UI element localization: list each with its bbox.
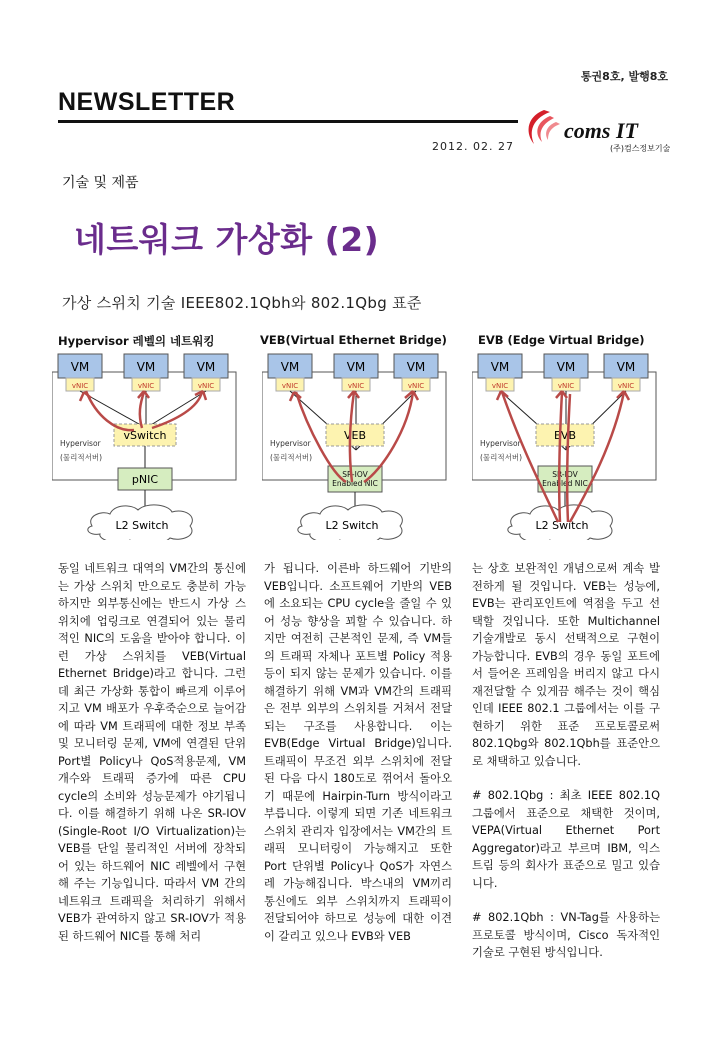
company-logo <box>520 104 670 156</box>
body-column-1 <box>58 560 246 962</box>
diagram-veb <box>262 350 452 540</box>
vm-label: VM <box>556 360 576 374</box>
l2-switch-label: L2 Switch <box>115 519 169 532</box>
logo-text: coms IT <box>564 118 638 143</box>
body-paragraph: # 802.1Qbg : 최초 IEEE 802.1Q 그룹에서 표준으로 채택한 것이며, VEPA(Virtual Ethernet Port Aggregator)라고 부르며 IBM, 익스트림 등의 회사가 표준으로 밀고 있습니다. <box>472 789 660 890</box>
server-label: (물리적서버) <box>60 453 103 462</box>
vnic-label: vNIC <box>71 382 89 390</box>
body-paragraph: 동일 네트워크 대역의 VM간의 통신에는 가상 스위치 만으로도 충분히 가능하지만 외부통신에는 반드시 가상 스위치에 업링크로 연결되어 있는 물리적인 NIC의 도움을 받아야 합니다. 이런 가상 스위치를 VEB(Virtual Ethernet Bridge)라고 합니다. 그런데 최근 가상화 통합이 빠르게 이루어지고 VM 배포가 우후죽순으로 늘어감에 따라 VM 트래픽에 대한 정보 부족 및 모니터링 문제, VM에 연결된 단위 Port별 Policy나 QoS적용문제, VM 개수와 트래픽 증가에 따른 CPU cycle의 소비와 성능문제가 야기됩니다. 이를 해결하기 위해 나온 SR-IOV (Single-Root I/O Virtualization)는 VEB를 단일 물리적인 서버에 장착되어 있는 하드웨어 NIC 레벨에서 구현해 주는 기능입니다. 따라서 VM 간의 네트워크 트래픽을 처리하기 위해서 VEB가 관여하지 않고 SR-IOV가 적용된 하드웨어 NIC를 통해 처리 <box>58 562 246 943</box>
vnic-label: vNIC <box>407 382 425 390</box>
vm-label: VM <box>346 360 366 374</box>
logo-subtext: (주)컴스정보기술 <box>610 144 670 153</box>
body-paragraph: 가 됩니다. 이른바 하드웨어 기반의 VEB입니다. 소프트웨어 기반의 VEB에 소요되는 CPU cycle을 줄일 수 있어 성능 향상을 꾀할 수 있습니다. 하지만 여전히 근본적인 문제, 즉 VM들의 트래픽 자체나 포트별 Policy 적용 등이 되지 않는 문제가 있습니다. 이를 해결하기 위해 VM과 VM간의 트래픽은 전부 외부의 스위치를 거쳐서 전달되는 구조를 사용합니다. 이는 EVB(Edge Virtual Bridge)입니다. 트래픽이 무조건 외부 스위치에 전달된 다음 다시 180도로 꺾어서 돌아오기 때문에 Hairpin-Turn 방식이라고 부릅니다. 이렇게 되면 기존 네트워크 스위치 관리자 입장에서는 VM간의 트래픽 모니터링이 가능해지고 또한 Port 단위별 Policy나 QoS가 자연스레 가능해집니다. 박스내의 VM끼리 통신에도 외부 스위치까지 트래픽이 전달되어야 하므로 성능에 대한 이견이 갈리고 있으나 EVB와 VEB <box>264 562 452 943</box>
vnic-label: vNIC <box>557 382 575 390</box>
issue-number: 통권8호, 발행8호 <box>580 70 668 83</box>
pnic-label: pNIC <box>131 473 159 486</box>
vnic-label: vNIC <box>281 382 299 390</box>
l2-switch-label: L2 Switch <box>325 519 379 532</box>
body-paragraph: # 802.1Qbh : VN-Tag를 사용하는 프로토콜 방식이며, Cisco 독자적인 기술로 구현된 방식입니다. <box>472 911 660 959</box>
vswitch-label: vSwitch <box>123 429 167 442</box>
body-column-3 <box>472 560 660 979</box>
vm-label: VM <box>136 360 156 374</box>
issue-date: 2012. 02. 27 <box>432 140 514 153</box>
diagram-evb <box>472 350 662 540</box>
vnic-label: vNIC <box>347 382 365 390</box>
sriov-nic-label: SR-IOV Enabled NIC <box>542 470 588 488</box>
diagram-hypervisor <box>52 350 242 540</box>
vm-label: VM <box>280 360 300 374</box>
body-paragraph: 는 상호 보완적인 개념으로써 계속 발전하게 될 것입니다. VEB는 성능에, EVB는 관리포인트에 역점을 두고 선택할 것입니다. 또한 Multichannel 기술개발로 동시 선택적으로 구현이 가능합니다. EVB의 경우 동일 포트에서 들어온 프레임을 버리지 않고 다시 재전달할 수 있게끔 해주는 것이 핵심인데 IEEE 802.1 그룹에서는 이를 구현하기 위한 표준 프로토콜로써 802.1Qbg와 802.1Qbh를 표준안으로 채택하고 있습니다. <box>472 562 660 768</box>
server-label: (물리적서버) <box>270 453 313 462</box>
hypervisor-label: Hypervisor <box>270 439 311 448</box>
l2-switch-label: L2 Switch <box>535 519 589 532</box>
vnic-label: vNIC <box>197 382 215 390</box>
diagram-title-hypervisor: Hypervisor 레벨의 네트워킹 <box>58 334 215 348</box>
vm-label: VM <box>196 360 216 374</box>
section-label: 기술 및 제품 <box>62 175 139 191</box>
server-label: (물리적서버) <box>480 453 523 462</box>
body-column-2 <box>264 560 452 962</box>
vnic-label: vNIC <box>491 382 509 390</box>
vm-label: VM <box>490 360 510 374</box>
vm-label: VM <box>70 360 90 374</box>
article-subtitle: 가상 스위치 기술 IEEE802.1Qbh와 802.1Qbg 표준 <box>62 294 422 312</box>
diagram-title-veb: VEB(Virtual Ethernet Bridge) <box>260 333 447 347</box>
masthead-rule <box>58 120 518 123</box>
vnic-label: vNIC <box>617 382 635 390</box>
evb-label: EVB <box>553 429 577 442</box>
veb-label: VEB <box>343 429 367 442</box>
hypervisor-label: Hypervisor <box>60 439 101 448</box>
sriov-nic-label: SR-IOV Enabled NIC <box>332 470 378 488</box>
vm-label: VM <box>406 360 426 374</box>
masthead: NEWSLETTER <box>58 88 236 116</box>
vm-label: VM <box>616 360 636 374</box>
diagram-title-evb: EVB (Edge Virtual Bridge) <box>478 333 645 347</box>
article-title: 네트워크 가상화 (2) <box>74 220 380 259</box>
hypervisor-label: Hypervisor <box>480 439 521 448</box>
vnic-label: vNIC <box>137 382 155 390</box>
